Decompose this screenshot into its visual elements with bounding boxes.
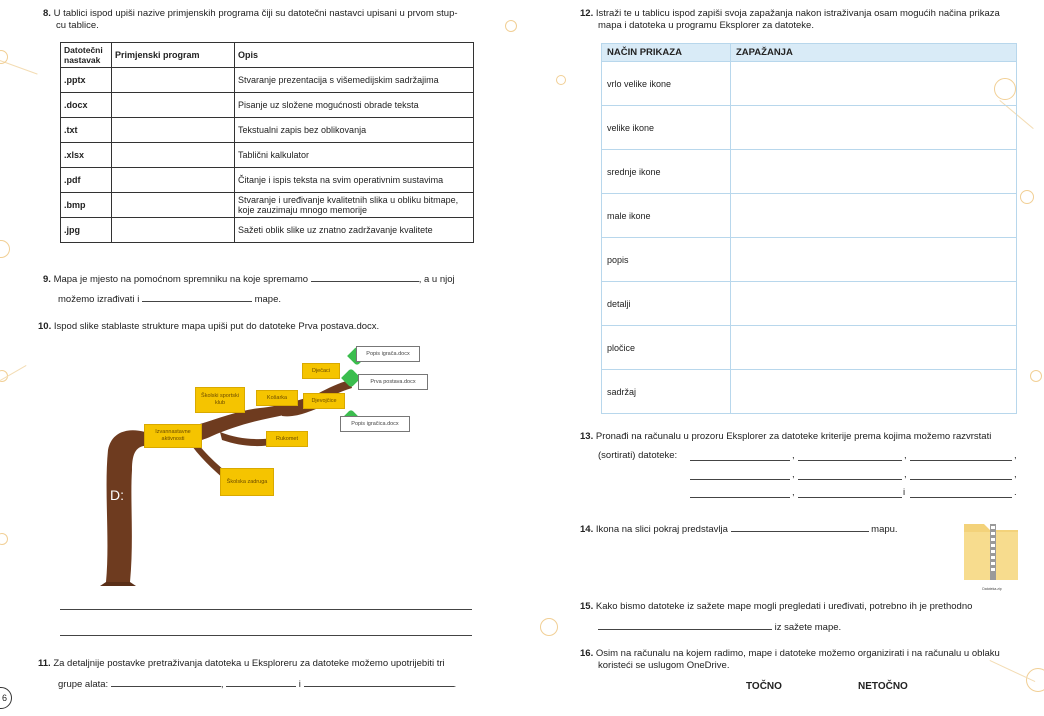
table-row (602, 238, 1017, 282)
table-row (602, 370, 1017, 414)
question-number: 12. (580, 8, 594, 19)
observation-answer-cell[interactable] (731, 106, 1017, 150)
answer-blank[interactable] (910, 497, 1012, 498)
question-text-cont: koristeći se uslugom OneDrive. (598, 660, 730, 671)
false-option[interactable]: NETOČNO (858, 681, 908, 692)
table-row (61, 193, 474, 218)
header-view-mode: NAČIN PRIKAZA (602, 44, 731, 62)
answer-blank[interactable] (142, 292, 252, 302)
description-cell: Stvaranje i uređivanje kvalitetnih slika u obliku bitmape, koje zauzimaju mnogo memorije (235, 193, 474, 218)
table-row (61, 143, 474, 168)
table-row (61, 68, 474, 93)
question-11 (38, 658, 498, 670)
description-cell: Tablični kalkulator (235, 143, 474, 168)
question-text: Kako bismo datoteke iz sažete mape mogli pregledati i uređivati, potrebno ih je prethodno (595, 601, 973, 612)
table-row (602, 282, 1017, 326)
question-text: mapu. (871, 524, 898, 535)
answer-blank[interactable] (690, 497, 790, 498)
question-number: 10. (38, 321, 52, 332)
separator: . (453, 679, 457, 690)
question-number: 9. (43, 274, 51, 285)
question-text: , a u njoj (418, 274, 455, 285)
comma: , (792, 487, 795, 498)
answer-blank[interactable] (910, 460, 1012, 461)
table-header-row (602, 44, 1017, 62)
program-answer-cell[interactable] (112, 193, 235, 218)
question-number: 16. (580, 648, 594, 659)
question-number: 13. (580, 431, 594, 442)
question-text: Za detaljnije postavke pretraživanja datoteka u Eksploreru za datoteke možemo upotrijebiti tri (53, 658, 445, 669)
period: . (1014, 487, 1017, 498)
question-number: 8. (43, 8, 51, 19)
comma: , (904, 450, 907, 461)
extension-cell: .xlsx (61, 143, 112, 168)
folder-node: Dječaci (302, 363, 340, 379)
answer-line[interactable] (60, 609, 472, 610)
question-number: 11. (38, 658, 51, 669)
program-answer-cell[interactable] (112, 168, 235, 193)
table-header-row (61, 43, 474, 68)
table-row (602, 62, 1017, 106)
table-row (602, 194, 1017, 238)
folder-node: Izvannastavne aktivnosti (144, 424, 202, 448)
question-text-cont: mapa i datoteka u programu Eksplorer za datoteke. (598, 20, 814, 31)
question-15 (580, 601, 1040, 613)
extension-cell: .docx (61, 93, 112, 118)
answer-blank[interactable] (226, 677, 296, 687)
observation-answer-cell[interactable] (731, 238, 1017, 282)
view-mode-cell: sadržaj (602, 370, 731, 414)
answer-blank[interactable] (304, 677, 454, 687)
icon-caption: Datoteka.zip (982, 587, 1002, 591)
extension-cell: .pptx (61, 68, 112, 93)
answer-blank[interactable] (690, 460, 790, 461)
answer-blank[interactable] (690, 479, 790, 480)
view-modes-table (601, 43, 1017, 414)
header-description: Opis (235, 43, 474, 68)
question-16 (580, 648, 1040, 672)
table-row (602, 150, 1017, 194)
folder-node: Školska zadruga (220, 468, 274, 496)
page-number: 6 (0, 687, 12, 709)
extension-cell: .jpg (61, 218, 112, 243)
extension-cell: .bmp (61, 193, 112, 218)
question-11-cont (58, 677, 456, 691)
file-node: Popis igrača.docx (356, 346, 420, 362)
view-mode-cell: male ikone (602, 194, 731, 238)
question-text: Ispod slike stablaste strukture mapa upiši put do datoteke Prva postava.docx. (53, 321, 380, 332)
question-14 (580, 522, 898, 536)
program-answer-cell[interactable] (112, 218, 235, 243)
comma: , (1014, 450, 1017, 461)
extension-cell: .pdf (61, 168, 112, 193)
view-mode-cell: popis (602, 238, 731, 282)
folder-node: Košarka (256, 390, 298, 406)
description-cell: Sažeti oblik slike uz znatno zadržavanje kvalitete (235, 218, 474, 243)
file-node: Prva postava.docx (358, 374, 428, 390)
question-12 (580, 8, 1030, 32)
answer-blank[interactable] (311, 272, 419, 282)
comma: , (904, 469, 907, 480)
view-mode-cell: detalji (602, 282, 731, 326)
question-number: 14. (580, 524, 594, 535)
answer-blank[interactable] (798, 479, 902, 480)
question-9 (43, 272, 483, 286)
program-answer-cell[interactable] (112, 118, 235, 143)
description-cell: Stvaranje prezentacija s višemedijskim sadržajima (235, 68, 474, 93)
question-15-cont (598, 620, 841, 634)
program-answer-cell[interactable] (112, 93, 235, 118)
zip-folder-graphic (962, 520, 1022, 582)
question-text: (sortirati) datoteke: (598, 450, 678, 461)
description-cell: Pisanje uz složene mogućnosti obrade teksta (235, 93, 474, 118)
question-text: Istraži te u tablicu ispod zapiši svoja zapažanja nakon istraživanja osam mogućih načina prikaza (595, 8, 1000, 19)
view-mode-cell: pločice (602, 326, 731, 370)
comma: , (792, 450, 795, 461)
comma: , (1014, 469, 1017, 480)
and-word: i (903, 487, 906, 498)
question-10 (38, 321, 379, 333)
question-8 (43, 8, 483, 32)
table-row (61, 168, 474, 193)
observation-answer-cell[interactable] (731, 370, 1017, 414)
question-text: Pronađi na računalu u prozoru Eksplorer za datoteke kriterije prema kojima možemo razvrstati (595, 431, 992, 442)
observation-answer-cell[interactable] (731, 194, 1017, 238)
view-mode-cell: srednje ikone (602, 150, 731, 194)
answer-blank[interactable] (598, 620, 772, 630)
answer-blank[interactable] (111, 677, 221, 687)
question-text-cont: cu tablice. (56, 20, 99, 31)
drive-label: D: (110, 487, 124, 503)
description-cell: Čitanje i ispis teksta na svim operativnim sustavima (235, 168, 474, 193)
header-observations: ZAPAŽANJA (731, 44, 1017, 62)
program-answer-cell[interactable] (112, 143, 235, 168)
table-row (602, 106, 1017, 150)
header-program: Primjenski program (112, 43, 235, 68)
question-text: možemo izrađivati i (58, 294, 140, 305)
answer-line[interactable] (60, 635, 472, 636)
view-mode-cell: vrlo velike ikone (602, 62, 731, 106)
zip-folder-icon (962, 520, 1022, 591)
observation-answer-cell[interactable] (731, 62, 1017, 106)
question-text: Ikona na slici pokraj predstavlja (595, 524, 728, 535)
observation-answer-cell[interactable] (731, 150, 1017, 194)
question-text: iz sažete mape. (774, 622, 842, 633)
table-row (61, 218, 474, 243)
folder-node: Rukomet (266, 431, 308, 447)
question-text: mape. (254, 294, 281, 305)
answer-blank[interactable] (798, 460, 902, 461)
question-text: U tablici ispod upiši nazive primjenskih programa čiji su datotečni nastavci upisani u prvom stup- (53, 8, 458, 19)
extension-cell: .txt (61, 118, 112, 143)
table-row (61, 93, 474, 118)
question-text: grupe alata: (58, 679, 109, 690)
answer-blank[interactable] (798, 497, 902, 498)
true-option[interactable]: TOČNO (746, 681, 782, 692)
header-extension: Datotečni nastavak (61, 43, 112, 68)
extensions-table (60, 42, 474, 243)
question-text: Mapa je mjesto na pomoćnom spremniku na koje spremamo (53, 274, 309, 285)
answer-blank[interactable] (731, 522, 869, 532)
table-row (602, 326, 1017, 370)
program-answer-cell[interactable] (112, 68, 235, 93)
comma: , (792, 469, 795, 480)
folder-node: Djevojčice (303, 393, 345, 409)
description-cell: Tekstualni zapis bez oblikovanja (235, 118, 474, 143)
question-number: 15. (580, 601, 594, 612)
question-13 (580, 431, 1040, 443)
file-node: Popis igračica.docx (340, 416, 410, 432)
question-text: Osim na računalu na kojem radimo, mape i datoteke možemo organizirati i na računalu u oblaku (595, 648, 1000, 659)
observation-answer-cell[interactable] (731, 326, 1017, 370)
folder-node: Školski sportski klub (195, 387, 245, 413)
observation-answer-cell[interactable] (731, 282, 1017, 326)
view-mode-cell: velike ikone (602, 106, 731, 150)
table-row (61, 118, 474, 143)
question-13-cont (598, 450, 677, 462)
folder-tree-illustration (100, 340, 460, 590)
answer-blank[interactable] (910, 479, 1012, 480)
question-9-cont (58, 292, 281, 306)
separator: i (298, 679, 301, 690)
separator: , (220, 679, 224, 690)
